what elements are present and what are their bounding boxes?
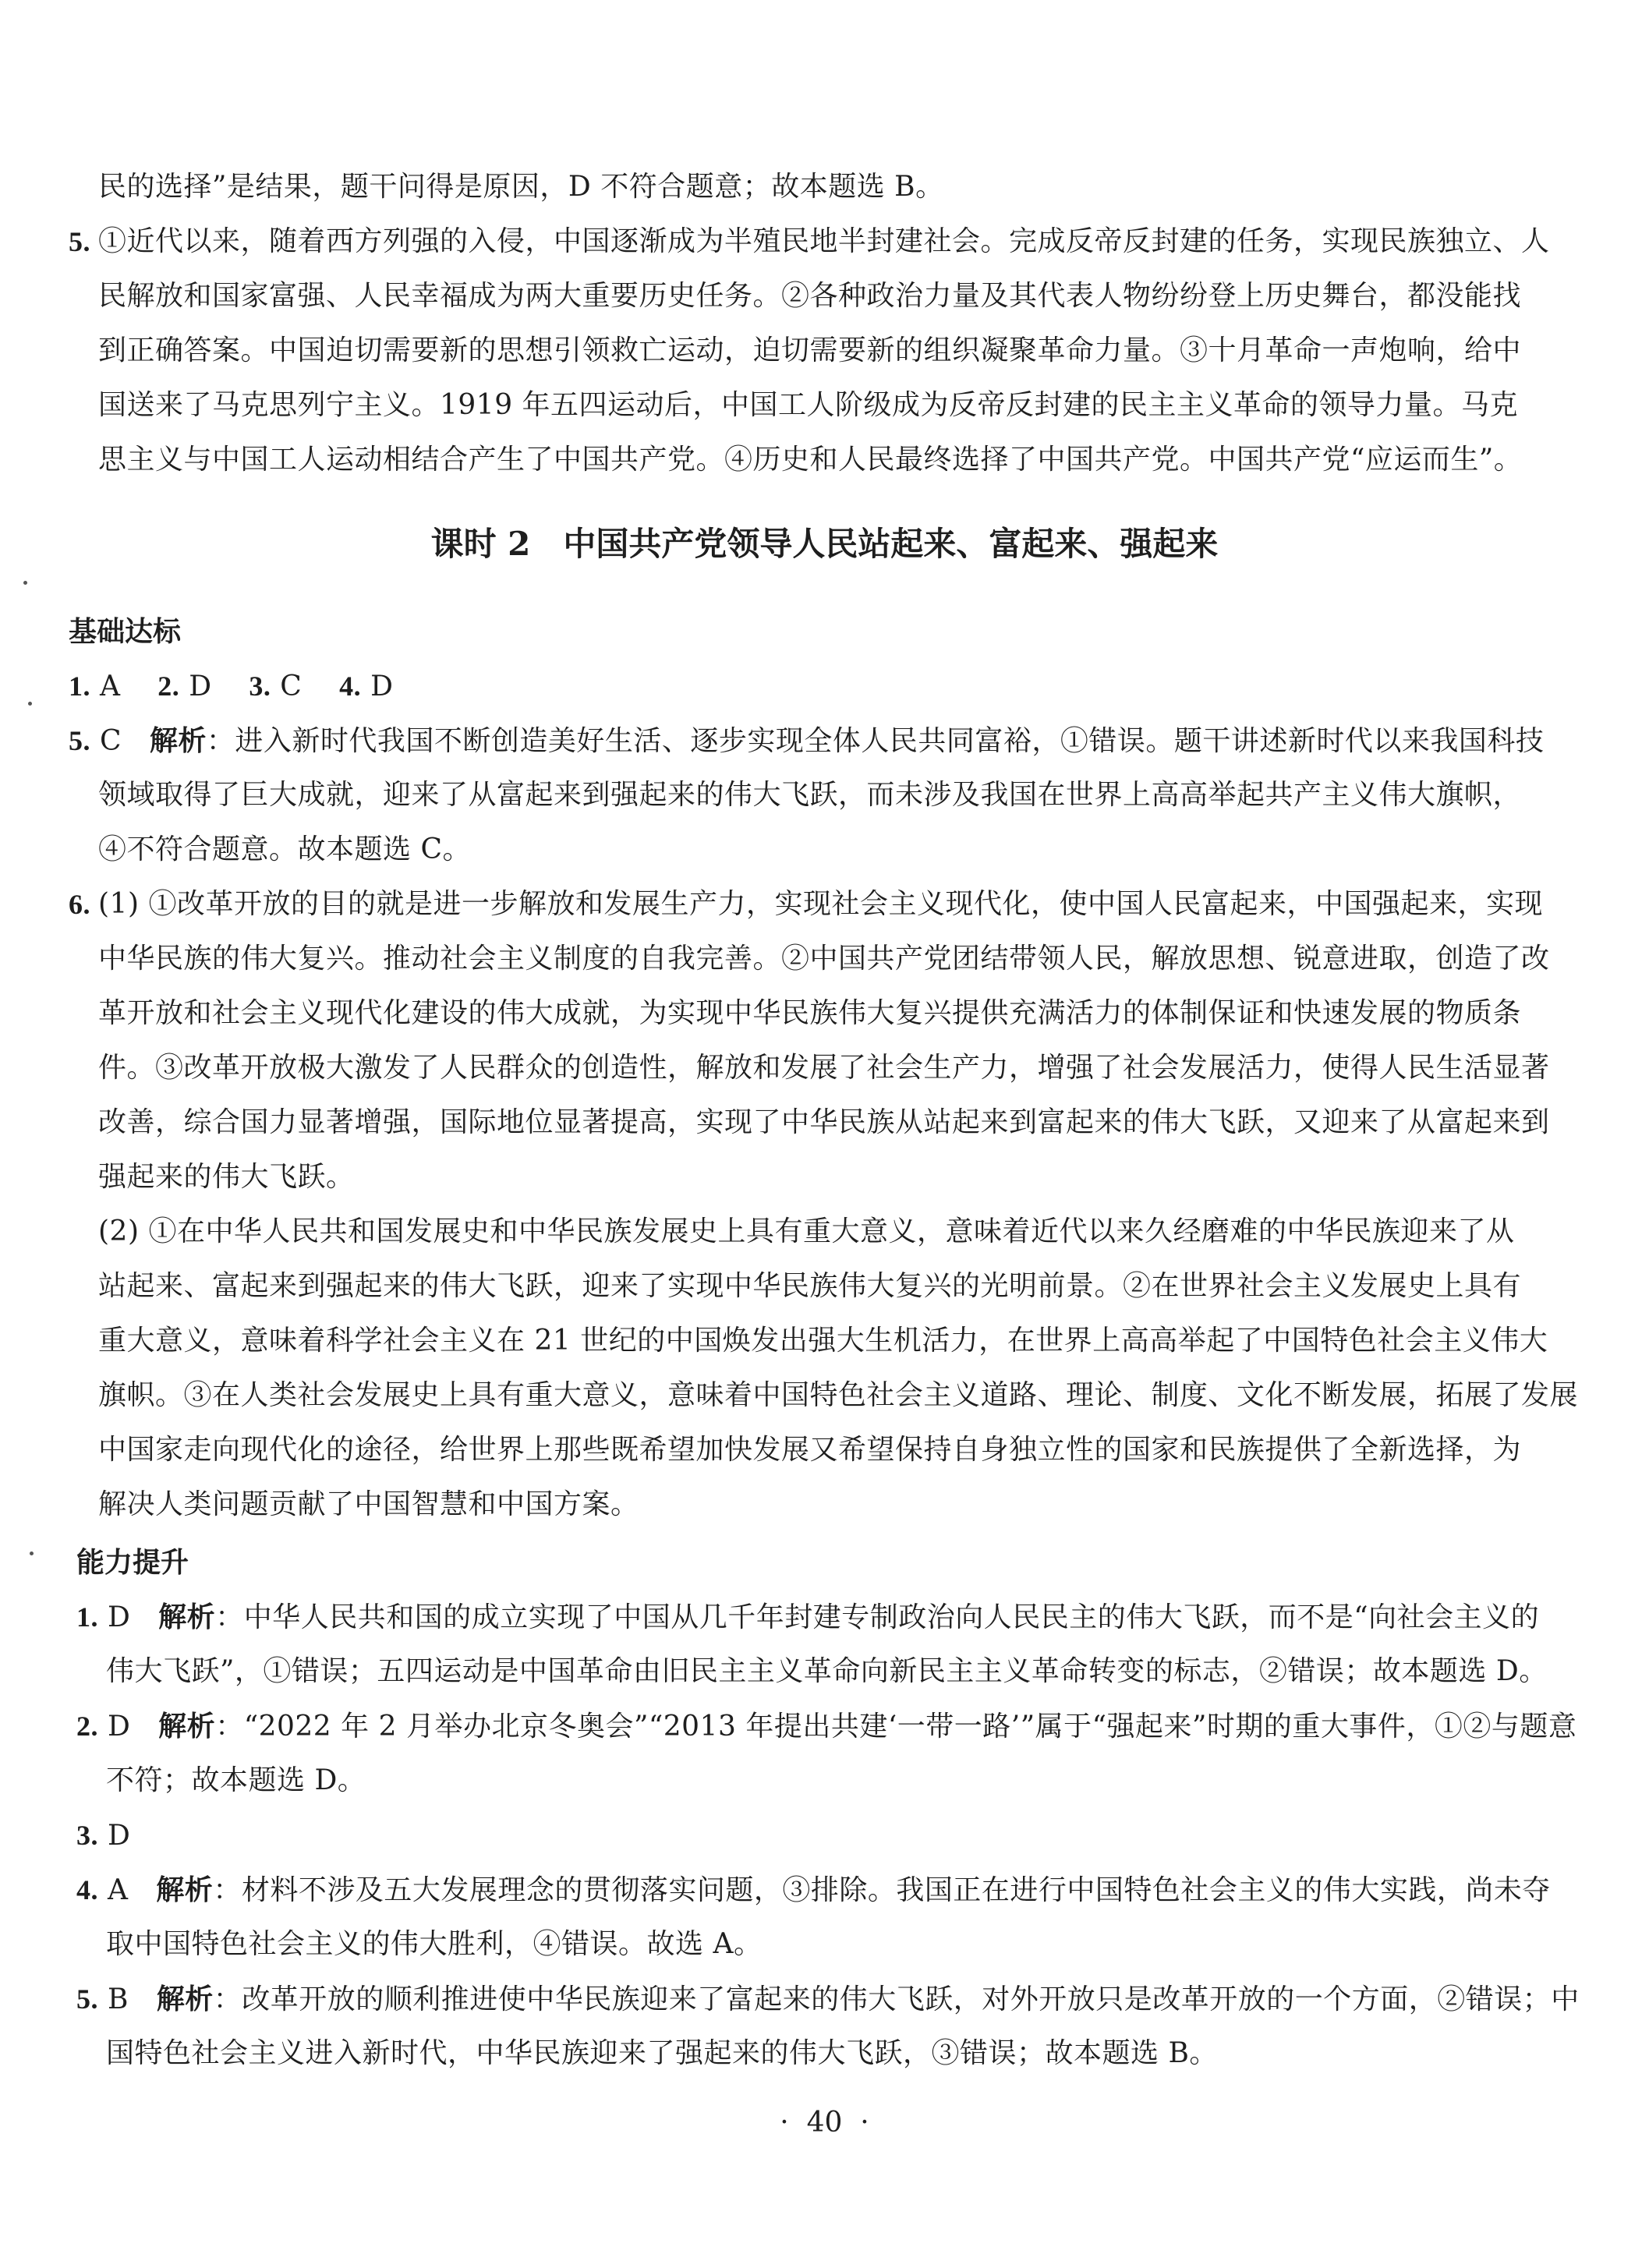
q6-part1-line: 中华民族的伟大复兴。推动社会主义制度的自我完善。②中国共产党团结带领人民，解放思想、锐意进取，创造了改 (98, 943, 1550, 975)
answer-number: 1. (69, 670, 90, 702)
scan-speck (30, 1552, 34, 1555)
q6-part1-line: 件。③改革开放极大激发了人民群众的创造性，解放和发展了社会生产力，增强了社会发展活力，使得人民生活显著 (98, 1052, 1550, 1084)
analysis-text: ：改革开放的顺利推进使中华民族迎来了富起来的伟大飞跃，对外开放只是改革开放的一个方面，②错误；中 (213, 1983, 1580, 2015)
q5-prev-line: 思主义与中国工人运动相结合产生了中国共产党。④历史和人民最终选择了中国共产党。中国共产党“应运而生”。 (98, 444, 1523, 476)
analysis-label: 解析 (156, 1873, 214, 1906)
answer-letter: A (99, 670, 121, 702)
advanced-q2 (76, 1709, 1576, 1744)
answer-number: 3. (249, 670, 271, 702)
q6-part2-line: 解决人类问题贡献了中国智慧和中国方案。 (98, 1488, 639, 1520)
answer-letter: C (99, 725, 122, 757)
q5-prev-line: 民解放和国家富强、人民幸福成为两大重要历史任务。②各种政治力量及其代表人物纷纷登上历史舞台，都没能找 (98, 280, 1522, 312)
advanced-q5 (76, 1982, 1580, 2017)
continuation-line: 民的选择”是结果，题干问得是原因，D 不符合题意；故本题选 B。 (98, 171, 944, 203)
answer-letter: D (107, 1820, 131, 1852)
page-number (0, 2107, 1649, 2139)
section-heading-basic: 基础达标 (69, 615, 182, 648)
analysis-line: 国特色社会主义进入新时代，中华民族迎来了强起来的伟大飞跃，③错误；故本题选 B。 (106, 2037, 1218, 2069)
answer-number: 2. (157, 670, 180, 702)
q5-prev-number: 5. (69, 226, 90, 257)
page-number-value: 40 (806, 2107, 843, 2139)
analysis-label: 解析 (149, 724, 207, 757)
q6-part1-line: 改善，综合国力显著增强，国际地位显著提高，实现了中华民族从站起来到富起来的伟大飞跃，又迎来了从富起来到 (98, 1106, 1550, 1138)
advanced-q4 (76, 1873, 1551, 1908)
question-number: 3. (76, 1820, 98, 1851)
lesson-title: 课时 2 中国共产党领导人民站起来、富起来、强起来 (430, 525, 1219, 563)
advanced-q3 (76, 1818, 130, 1853)
q6-part2-line: 站起来、富起来到强起来的伟大飞跃，迎来了实现中华民族伟大复兴的光明前景。②在世界社会主义发展史上具有 (98, 1270, 1522, 1302)
q5-prev-line: 到正确答案。中国迫切需要新的思想引领救亡运动，迫切需要新的组织凝聚革命力量。③十月革命一声炮响，给中 (98, 334, 1522, 366)
answer-number: 4. (339, 670, 362, 702)
question-number: 4. (76, 1874, 98, 1905)
analysis-text: ：进入新时代我国不断创造美好生活、逐步实现全体人民共同富裕，①错误。题干讲述新时代以来我国科技 (206, 725, 1545, 757)
answer-letter: B (107, 1983, 129, 2015)
analysis-label: 解析 (156, 1983, 214, 2015)
analysis-text: ：中华人民共和国的成立实现了中国从几千年封建专制政治向人民民主的伟大飞跃，而不是“向社会主义的 (215, 1601, 1540, 1633)
analysis-text: ：材料不涉及五大发展理念的贯彻落实问题，③排除。我国正在进行中国特色社会主义的伟大实践，尚未夺 (213, 1874, 1551, 1906)
q6-part1-line: 革开放和社会主义现代化建设的伟大成就，为实现中华民族伟大复兴提供充满活力的体制保证和快速发展的物质条 (98, 997, 1522, 1029)
analysis-label: 解析 (158, 1601, 216, 1633)
q5-prev-line: 国送来了马克思列宁主义。1919 年五四运动后，中国工人阶级成为反帝反封建的民主主义革命的领导力量。马克 (98, 389, 1519, 421)
q6-number: 6. (69, 889, 90, 920)
question-number: 1. (76, 1601, 98, 1633)
analysis-line: ④不符合题意。故本题选 C。 (98, 833, 471, 865)
q6-part2-line: (2) ①在中华人民共和国发展史和中华民族发展史上具有重大意义，意味着近代以来久经磨难的中华民族迎来了从 (98, 1215, 1515, 1247)
advanced-q1 (76, 1600, 1539, 1635)
q6-part2-line: 重大意义，意味着科学社会主义在 21 世纪的中国焕发出强大生机活力，在世界上高高举起了中国特色社会主义伟大 (98, 1325, 1548, 1357)
analysis-text: ：“2022 年 2 月举办北京冬奥会”“2013 年提出共建‘一带一路’”属于“强起来”时期的重大事件，①②与题意 (215, 1711, 1577, 1743)
q6-part2-line: 旗帜。③在人类社会发展史上具有重大意义，意味着中国特色社会主义道路、理论、制度、文化不断发展，拓展了发展 (98, 1379, 1579, 1411)
q5-prev-line: ①近代以来，随着西方列强的入侵，中国逐渐成为半殖民地半封建社会。完成反帝反封建的任务，实现民族独立、人 (98, 225, 1550, 257)
q6-part1-line: 强起来的伟大飞跃。 (98, 1161, 355, 1193)
analysis-line: 伟大飞跃”，①错误；五四运动是中国革命由旧民主主义革命向新民主主义革命转变的标志，②错误；故本题选 D。 (106, 1655, 1548, 1687)
analysis-line: 不符；故本题选 D。 (106, 1764, 366, 1796)
q6-part1-line: (1) ①改革开放的目的就是进一步解放和发展生产力，实现社会主义现代化，使中国人民富起来，中国强起来，实现 (98, 888, 1543, 920)
scan-speck (23, 581, 27, 585)
page-bullet-left: · (780, 2107, 789, 2139)
answer-letter: D (370, 670, 394, 702)
question-number: 2. (76, 1711, 98, 1742)
answer-letter: D (107, 1601, 131, 1633)
question-number: 5. (69, 725, 90, 756)
section-heading-advanced: 能力提升 (76, 1546, 189, 1579)
analysis-label: 解析 (158, 1710, 216, 1743)
q6-part2-line: 中国家走向现代化的途径，给世界上那些既希望加快发展又希望保持自身独立性的国家和民族提供了全新选择，为 (98, 1434, 1522, 1466)
basic-q5 (69, 724, 1544, 759)
answer-letter: D (189, 670, 212, 702)
analysis-line: 取中国特色社会主义的伟大胜利，④错误。故选 A。 (106, 1928, 763, 1960)
page-bullet-right: · (860, 2107, 869, 2139)
answer-letter: D (107, 1711, 131, 1743)
basic-answers-row (69, 669, 393, 704)
analysis-line: 领域取得了巨大成就，迎来了从富起来到强起来的伟大飞跃，而未涉及我国在世界上高高举起共产主义伟大旗帜， (98, 779, 1522, 811)
answer-letter: C (280, 670, 303, 702)
question-number: 5. (76, 1983, 98, 2015)
scan-speck (28, 702, 32, 706)
answer-letter: A (107, 1874, 129, 1906)
